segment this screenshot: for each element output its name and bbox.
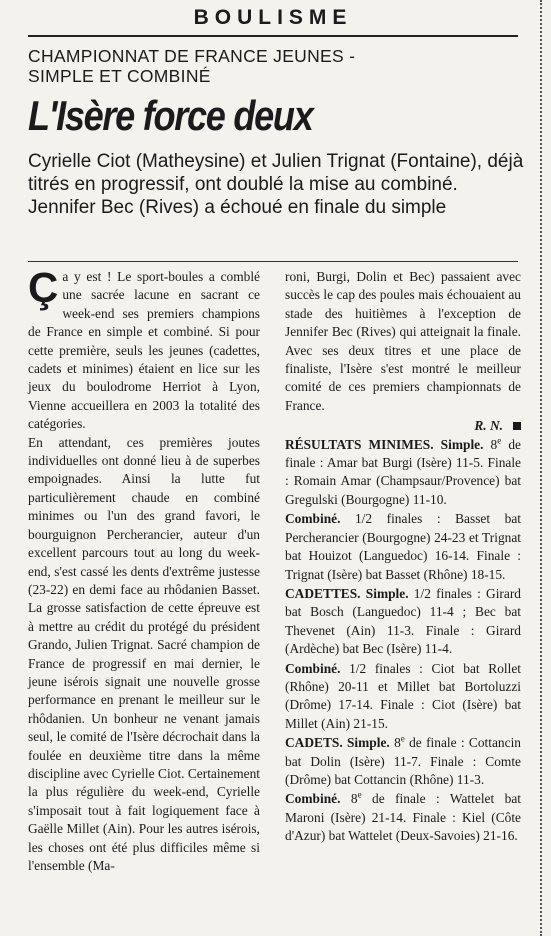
result-text: 8e de finale : Cottancin bat Dolin (Isère) 11-7. Finale : Comte (Drôme) bat Cottancin (Rhône) 11-3. [285, 733, 521, 787]
result-text: 1/2 finales : Basset bat Percherancier (Bourgogne) 24-23 et Trignat bat Houizot (Languedoc) 16-14. Finale : Trignat (Isère) bat Basset (Rhône) 18-15. [285, 511, 521, 582]
article-lead: Cyrielle Ciot (Matheysine) et Julien Trignat (Fontaine), déjà titrés en progressif, ont doublé la mise au combiné. Jennifer Bec (Rives) a échoué en finale du simple [28, 151, 524, 218]
article-kicker [28, 46, 528, 86]
section-rubric: BOULISME [193, 6, 353, 29]
article-column-2 [285, 268, 521, 847]
kicker-line-2: SIMPLE ET COMBINÉ [28, 66, 211, 86]
author-signature: R. N. [285, 417, 521, 435]
results-list [285, 436, 521, 846]
result-category: RÉSULTATS MINIMES. Simple. [285, 436, 491, 452]
result-entry [285, 436, 521, 510]
result-category: CADETS. Simple. [285, 735, 395, 751]
article-column-1 [28, 264, 260, 875]
result-entry [285, 734, 521, 789]
result-text: 8e de finale : Wattelet bat Maroni (Isère) 21-14. Finale : Kiel (Côte d'Azur) bat Wattelet (Deux-Savoies) 21-16. [285, 789, 521, 844]
article-headline: L'Isère force deux [28, 92, 313, 139]
separator-rule [28, 261, 518, 262]
result-text: 1/2 finales : Ciot bat Rollet (Rhône) 20-11 et Millet bat Bortoluzzi (Drôme) 17-14. Finale : Ciot (Isère) bat Millet (Ain) 21-15. [285, 660, 521, 731]
drop-cap: Ç [28, 264, 59, 311]
result-category: Combiné. [285, 511, 355, 527]
article-paragraph-2-continued: roni, Burgi, Dolin et Bec) passaient avec succès le cap des poules mais échouaient au stade des huitièmes à l'exception de Jennifer Bec (Rives) qui atteignait la finale. Avec ses deux titres et une place de finaliste, l'Isère s'est montré le meilleur comité de ces premiers championnats de France. [285, 269, 521, 413]
article-paragraph-2: En attendant, ces premières joutes individuelles ont donné lieu à de superbes empoignades. Ainsi la lutte fut particulièrement chaude en combiné minimes ou l'un des grand favori, le bourguignon Percherancier, auteur d'un excellent parcours tout au long du week-end, s'est cassé les dents d'extrême justesse (23-22) en demi face au rhôdanien Basset. La grosse satisfaction de cette épreuve est à mettre au crédit du protégé du président Grando, Julien Trignat. Sacré champion de France de progressif en mai dernier, le jeune isérois signait une nouvelle grosse performance en prenant le meilleur sur le rhôdanien. Un bonheur ne venant jamais seul, le comité de l'Isère décrochait dans la foulée en deuxième titre dans la même discipline avec Cyrielle Ciot. Certainement la plus régulière du week-end, Cyrielle s'imposait tout à fait logiquement face à Gaëlle Millet (Ain). Pour les autres isérois, les choses ont été plus difficiles même si l'ensemble (Ma- [28, 434, 260, 873]
result-text: 1/2 finales : Girard bat Bosch (Languedoc) 11-4 ; Bec bat Thevenet (Ain) 11-3. Finale : Girard (Ardèche) bat Bec (Isère) 11-4. [285, 585, 521, 657]
kicker-line-1: CHAMPIONNAT DE FRANCE JEUNES - [28, 46, 356, 66]
top-rule [28, 35, 518, 37]
result-entry [285, 585, 521, 659]
result-text: 8e de finale : Amar bat Burgi (Isère) 11-5. Finale : Romain Amar (Champsaur/Provence) bat Gregulski (Bourgogne) 11-10. [285, 435, 521, 507]
column-border [540, 0, 542, 936]
article-paragraph-1: Ça y est ! Le sport-boules a comblé une sacrée lacune en sacrant ce week-end ses premiers champions de France en simple et combiné. Si pour cette première, seuls les jeunes (cadettes, cadets et minimes) étaient en lice sur les jeux du boulodrome Herriot à Lyon, Vienne accueillera en 2003 la totalité des catégories. [28, 264, 260, 432]
result-entry [285, 790, 521, 845]
result-category: Combiné. [285, 791, 351, 807]
result-entry [285, 660, 521, 734]
result-category: CADETTES. Simple. [285, 585, 414, 601]
result-category: Combiné. [285, 660, 350, 676]
end-mark-icon [513, 422, 521, 430]
result-entry [285, 510, 521, 584]
